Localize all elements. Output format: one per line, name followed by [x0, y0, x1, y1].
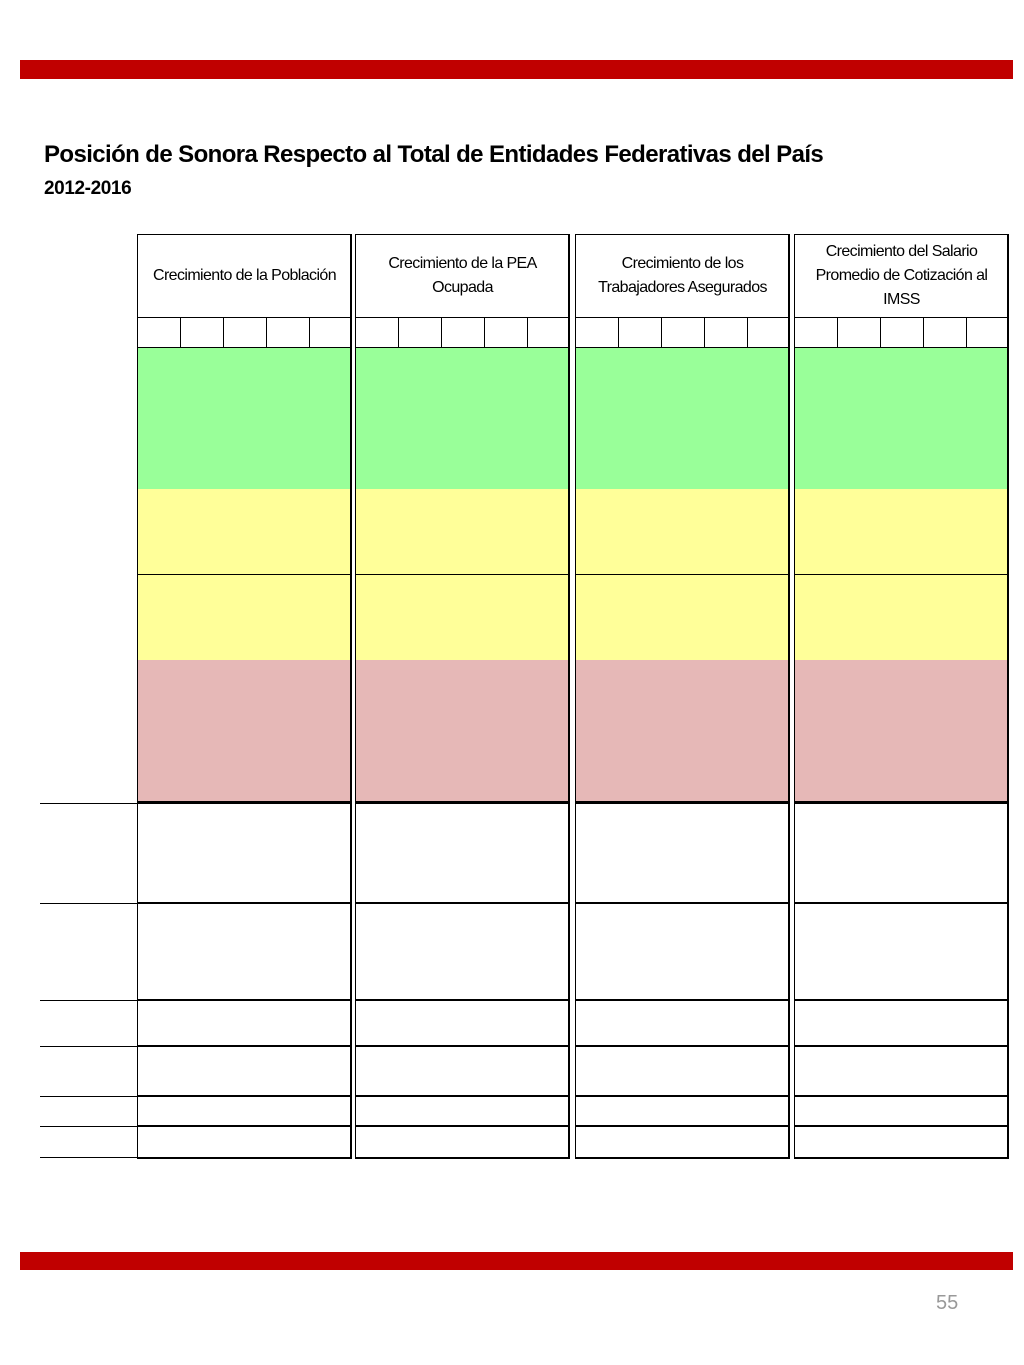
year-header: [704, 317, 747, 347]
data-block: [137, 1126, 352, 1159]
data-block: [355, 1000, 570, 1047]
years-rule: [794, 347, 1009, 348]
data-block: [575, 1000, 790, 1047]
year-header: [618, 317, 661, 347]
year-header: [355, 317, 398, 347]
label-rule: [40, 1157, 137, 1158]
data-block: [575, 903, 790, 1001]
year-header: [880, 317, 923, 347]
indicator-header: [137, 234, 352, 317]
page-title: Posición de Sonora Respecto al Total de Entidades Federativas del País: [44, 141, 824, 168]
label-rule: [40, 903, 137, 904]
year-header: [794, 317, 837, 347]
data-block: [137, 903, 352, 1001]
year-header: [484, 317, 527, 347]
data-block: [794, 1096, 1009, 1127]
data-block: [575, 1046, 790, 1097]
year-header: [137, 317, 180, 347]
data-block: [794, 1046, 1009, 1097]
data-block: [355, 1046, 570, 1097]
year-header: [398, 317, 441, 347]
years-rule: [137, 347, 352, 348]
year-header: [966, 317, 1009, 347]
indicator-header-line: IMSS: [883, 290, 920, 308]
data-block: [355, 803, 570, 904]
indicator-header: [355, 234, 570, 317]
indicator-header-line: Crecimiento del Salario: [825, 242, 978, 260]
data-block: [794, 903, 1009, 1001]
data-block: [355, 1096, 570, 1127]
data-block: [575, 803, 790, 904]
data-block: [137, 803, 352, 904]
indicator-header-line: Crecimiento de la PEA: [388, 254, 537, 272]
data-block: [794, 1126, 1009, 1159]
bottom-red-bar: [20, 1252, 1013, 1270]
label-rule: [40, 1096, 137, 1097]
year-header: [180, 317, 223, 347]
year-header: [309, 317, 352, 347]
data-block: [794, 803, 1009, 904]
data-block: [137, 1000, 352, 1047]
data-block: [794, 1000, 1009, 1047]
page-number: 55: [936, 1292, 959, 1314]
data-block: [575, 1126, 790, 1159]
indicator-header: [794, 234, 1009, 317]
year-header: [661, 317, 704, 347]
label-rule: [40, 1046, 137, 1047]
year-header: [266, 317, 309, 347]
data-block: [137, 1046, 352, 1097]
year-header: [441, 317, 484, 347]
label-rule: [40, 1126, 137, 1127]
data-block: [355, 903, 570, 1001]
label-rule: [40, 1000, 137, 1001]
indicator-header-line: Ocupada: [432, 278, 493, 296]
year-header: [747, 317, 790, 347]
indicator-header-line: Trabajadores Asegurados: [598, 278, 767, 296]
data-block: [137, 1096, 352, 1127]
indicator-header-line: Crecimiento de la Población: [152, 266, 337, 284]
year-header: [575, 317, 618, 347]
years-rule: [575, 347, 790, 348]
year-header: [223, 317, 266, 347]
year-header: [837, 317, 880, 347]
data-block: [575, 1096, 790, 1127]
indicator-header-line: Crecimiento de los: [621, 254, 744, 272]
data-block: [355, 1126, 570, 1159]
year-header: [923, 317, 966, 347]
page-subtitle: 2012-2016: [44, 178, 132, 199]
year-header: [527, 317, 570, 347]
label-rule: [40, 803, 137, 804]
indicator-header-line: Promedio de Cotización al: [815, 266, 988, 284]
years-rule: [355, 347, 570, 348]
indicator-header: [575, 234, 790, 317]
